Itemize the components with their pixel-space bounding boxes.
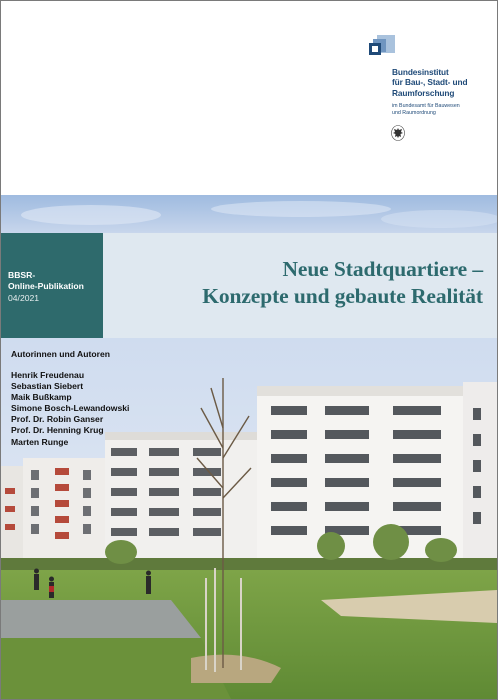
publisher-name xyxy=(392,67,496,98)
publisher-subline xyxy=(392,103,496,117)
publisher-logo-text xyxy=(392,67,496,116)
author-name: Prof. Dr. Robin Ganser xyxy=(11,414,104,425)
author-name: Maik Bußkamp xyxy=(11,392,72,403)
publisher-subline-line: im Bundesamt für Bauwesen xyxy=(392,102,460,109)
publication-series xyxy=(8,270,100,292)
sky-photo-strip xyxy=(1,195,497,233)
author-name: Prof. Dr. Henning Krug xyxy=(11,425,104,436)
publication-series-line: BBSR- xyxy=(8,270,36,280)
author-name: Henrik Freudenau xyxy=(11,370,85,380)
author-name: Sebastian Siebert xyxy=(11,381,84,392)
document-title xyxy=(109,256,483,310)
federal-eagle-icon xyxy=(391,125,405,141)
publisher-name-line: Bundesinstitut xyxy=(392,67,449,77)
publisher-subline-line: und Raumordnung xyxy=(392,109,436,116)
bbsr-squares-logo xyxy=(369,35,395,61)
publisher-name-line: für Bau-, Stadt- und xyxy=(392,77,468,88)
publisher-name-line: Raumforschung xyxy=(392,87,455,98)
authors-list xyxy=(11,370,191,448)
publication-series-line: Online-Publikation xyxy=(8,281,84,291)
publication-number: 04/2021 xyxy=(8,293,40,303)
authors-heading: Autorinnen und Autoren xyxy=(11,349,110,359)
author-name: Simone Bosch-Lewandowski xyxy=(11,403,130,414)
authors-block xyxy=(11,349,191,448)
title-line: Konzepte und gebaute Realität xyxy=(202,284,483,308)
title-line: Neue Stadtquartiere – xyxy=(282,257,483,281)
series-box xyxy=(1,233,103,338)
author-name: Marten Runge xyxy=(11,436,69,447)
